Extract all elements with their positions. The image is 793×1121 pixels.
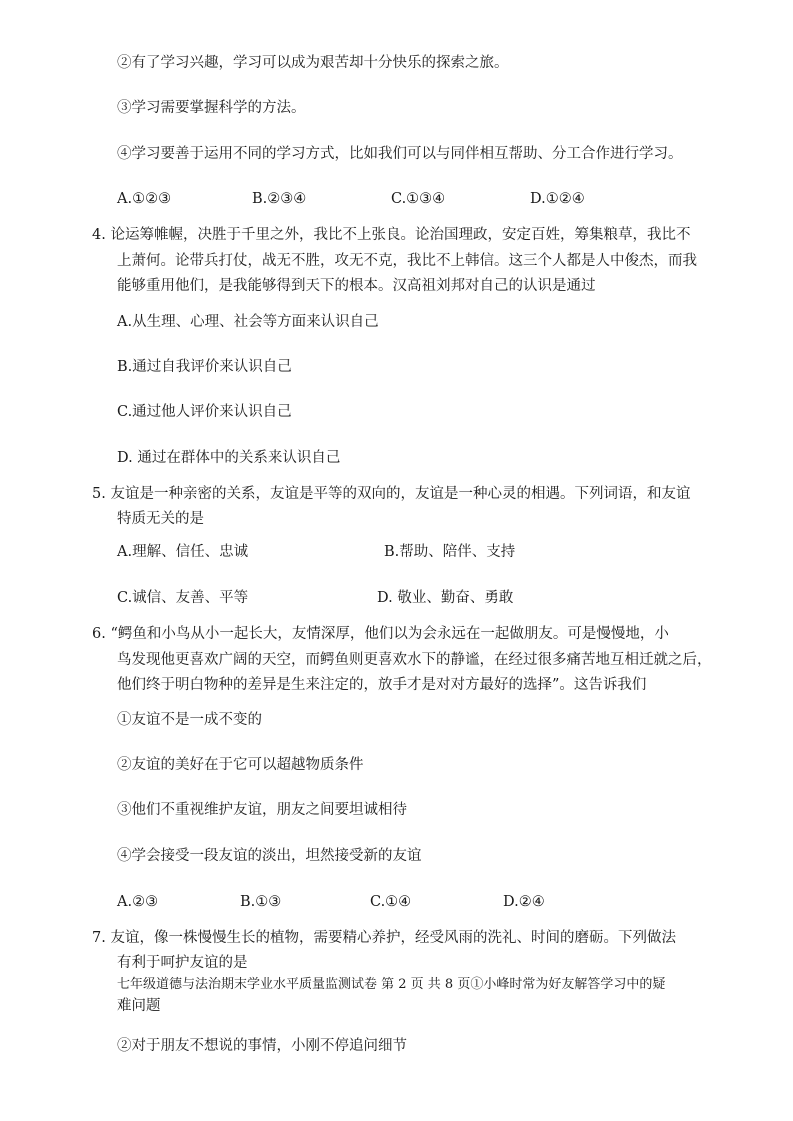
q3-item-3: ③学习需要掌握科学的方法。 (117, 100, 306, 116)
q3-item-2: ②有了学习兴趣，学习可以成为艰苦却十分快乐的探索之旅。 (117, 55, 509, 71)
q5-stem-line-1: 5. 友谊是一种亲密的关系，友谊是平等的双向的，友谊是一种心灵的相遇。下列词语，和友谊 (92, 486, 691, 502)
page-footer-merged-line: 七年级道德与法治期末学业水平质量监测试卷 第 2 页 共 8 页①小峰时常为好友解答学习中的疑 (117, 977, 666, 992)
q4-option-a: A.从生理、心理、社会等方面来认识自己 (117, 314, 379, 330)
q4-stem-line-3: 能够重用他们，是我能够得到天下的根本。汉高祖刘邦对自己的认识是通过 (117, 278, 596, 294)
q5-option-b: B.帮助、陪伴、支持 (384, 544, 516, 560)
q7-stem-line-2: 有利于呵护友谊的是 (117, 955, 248, 971)
q7-stem-line-1: 7. 友谊，像一株慢慢生长的植物，需要精心养护，经受风雨的洗礼、时间的磨砺。下列做法 (92, 930, 676, 946)
q4-option-d: D. 通过在群体中的关系来认识自己 (117, 450, 341, 466)
q3-option-d: D.①②④ (530, 191, 585, 207)
q5-option-c: C.诚信、友善、平等 (117, 590, 249, 606)
q3-option-a: A.①②③ (117, 191, 172, 207)
q6-item-3: ③他们不重视维护友谊，朋友之间要坦诚相待 (117, 802, 407, 818)
q3-option-b: B.②③④ (252, 191, 307, 207)
q3-option-c: C.①③④ (391, 191, 446, 207)
q4-option-b: B.通过自我评价来认识自己 (117, 359, 292, 375)
q4-stem-line-2: 上萧何。论带兵打仗，战无不胜，攻无不克，我比不上韩信。这三个人都是人中俊杰，而我 (117, 253, 697, 269)
q6-item-2: ②友谊的美好在于它可以超越物质条件 (117, 757, 364, 773)
q6-stem-line-2: 鸟发现他更喜欢广阔的天空，而鳄鱼则更喜欢水下的静谧，在经过很多痛苦地互相迁就之后， (117, 652, 712, 668)
q7-item-1-continuation: 难问题 (117, 998, 161, 1014)
q4-stem-line-1: 4. 论运筹帷幄，决胜于千里之外，我比不上张良。论治国理政，安定百姓，筹集粮草，我比不 (92, 227, 691, 243)
q3-item-4: ④学习要善于运用不同的学习方式，比如我们可以与同伴相互帮助、分工合作进行学习。 (117, 146, 683, 162)
q6-stem-line-3: 他们终于明白物种的差异是生来注定的，放手才是对对方最好的选择”。这告诉我们 (117, 677, 647, 693)
q5-option-d: D. 敬业、勤奋、勇敢 (377, 590, 514, 606)
q6-option-a: A.②③ (117, 894, 159, 910)
q6-item-1: ①友谊不是一成不变的 (117, 712, 262, 728)
q5-option-a: A.理解、信任、忠诚 (117, 544, 249, 560)
q5-stem-line-2: 特质无关的是 (117, 511, 204, 527)
q6-option-c: C.①④ (370, 894, 412, 910)
q6-stem-line-1: 6. “鳄鱼和小鸟从小一起长大，友情深厚，他们以为会永远在一起做朋友。可是慢慢地，小 (92, 626, 669, 642)
q7-item-2: ②对于朋友不想说的事情，小刚不停追问细节 (117, 1038, 407, 1054)
q4-option-c: C.通过他人评价来认识自己 (117, 404, 292, 420)
q6-item-4: ④学会接受一段友谊的淡出，坦然接受新的友谊 (117, 848, 422, 864)
q6-option-b: B.①③ (240, 894, 282, 910)
q6-option-d: D.②④ (503, 894, 545, 910)
